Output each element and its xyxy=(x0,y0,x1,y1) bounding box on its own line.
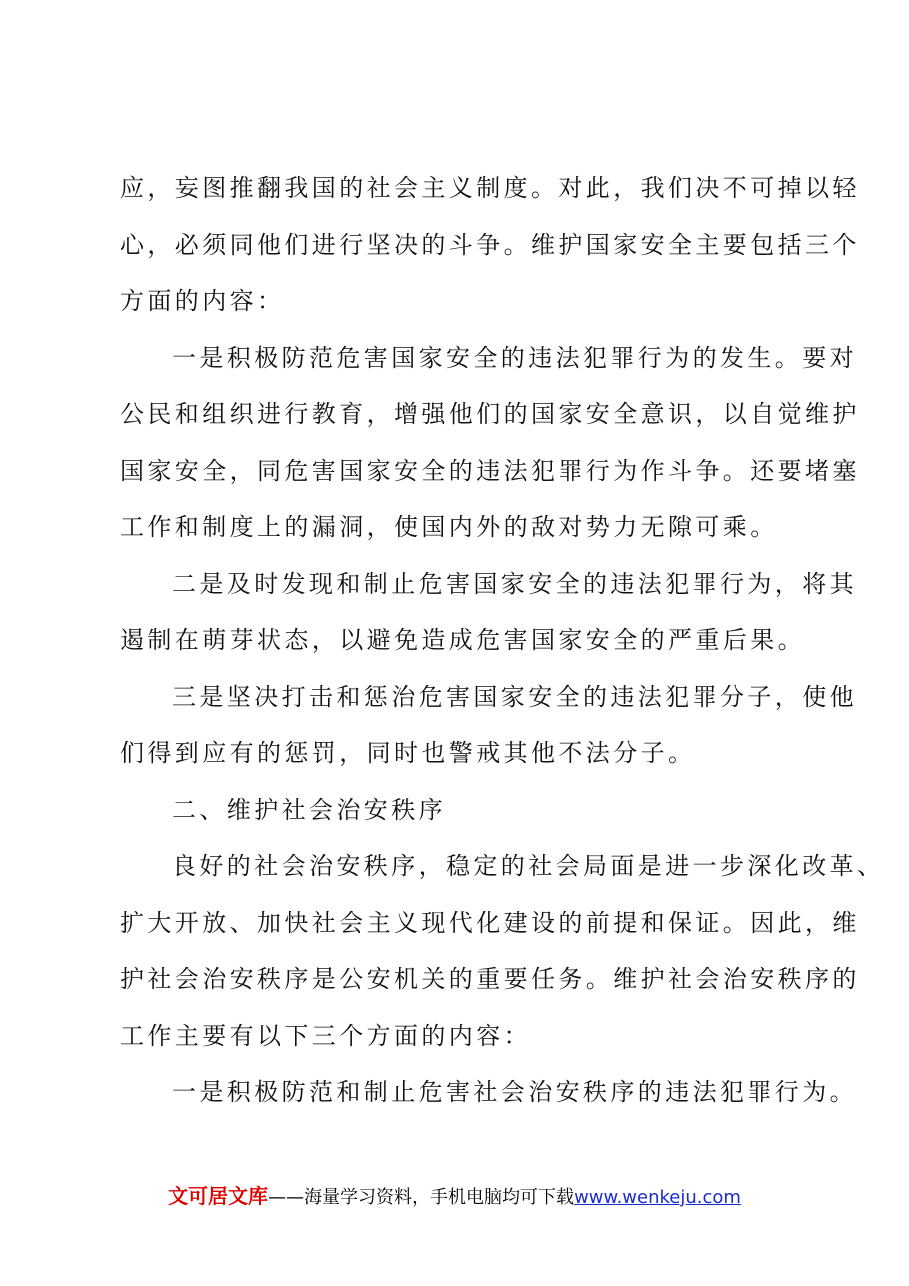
text-line: 护社会治安秩序是公安机关的重要任务。维护社会治安秩序的 xyxy=(120,965,860,993)
text-line: 们得到应有的惩罚，同时也警戒其他不法分子。 xyxy=(120,739,696,767)
paragraph-first-line: 二是及时发现和制止危害国家安全的违法犯罪行为，将其 xyxy=(172,569,857,598)
text-line: 心，必须同他们进行坚决的斗争。维护国家安全主要包括三个 xyxy=(120,230,860,259)
text-line: 扩大开放、加快社会主义现代化建设的前提和保证。因此，维 xyxy=(120,908,860,937)
text-line: 方面的内容： xyxy=(120,287,285,315)
text-line: 公民和组织进行教育，增强他们的国家安全意识，以自觉维护 xyxy=(120,400,860,428)
paragraph-first-line: 三是坚决打击和惩治危害国家安全的违法犯罪分子，使他 xyxy=(172,682,857,711)
footer-slogan: ——海量学习资料，手机电脑均可下载 xyxy=(268,1187,575,1208)
footer-banner xyxy=(0,1181,909,1213)
text-line: 工作和制度上的漏洞，使国内外的敌对势力无隙可乘。 xyxy=(120,513,778,541)
text-line: 应，妄图推翻我国的社会主义制度。对此，我们决不可掉以轻 xyxy=(120,174,860,202)
footer-link[interactable]: www.wenkeju.com xyxy=(574,1187,741,1208)
text-line: 遏制在萌芽状态，以避免造成危害国家安全的严重后果。 xyxy=(120,626,805,654)
text-line: 国家安全，同危害国家安全的违法犯罪行为作斗争。还要堵塞 xyxy=(120,456,860,485)
paragraph-first-line: 良好的社会治安秩序，稳定的社会局面是进一步深化改革、 xyxy=(172,852,885,880)
paragraph-first-line: 一是积极防范和制止危害社会治安秩序的违法犯罪行为。 xyxy=(172,1078,857,1106)
section-heading: 二、维护社会治安秩序 xyxy=(172,795,446,824)
paragraph-first-line: 一是积极防范危害国家安全的违法犯罪行为的发生。要对 xyxy=(172,343,857,372)
footer-brand: 文可居文库 xyxy=(168,1184,269,1208)
text-line: 工作主要有以下三个方面的内容： xyxy=(120,1021,531,1050)
document-body xyxy=(120,160,885,1121)
